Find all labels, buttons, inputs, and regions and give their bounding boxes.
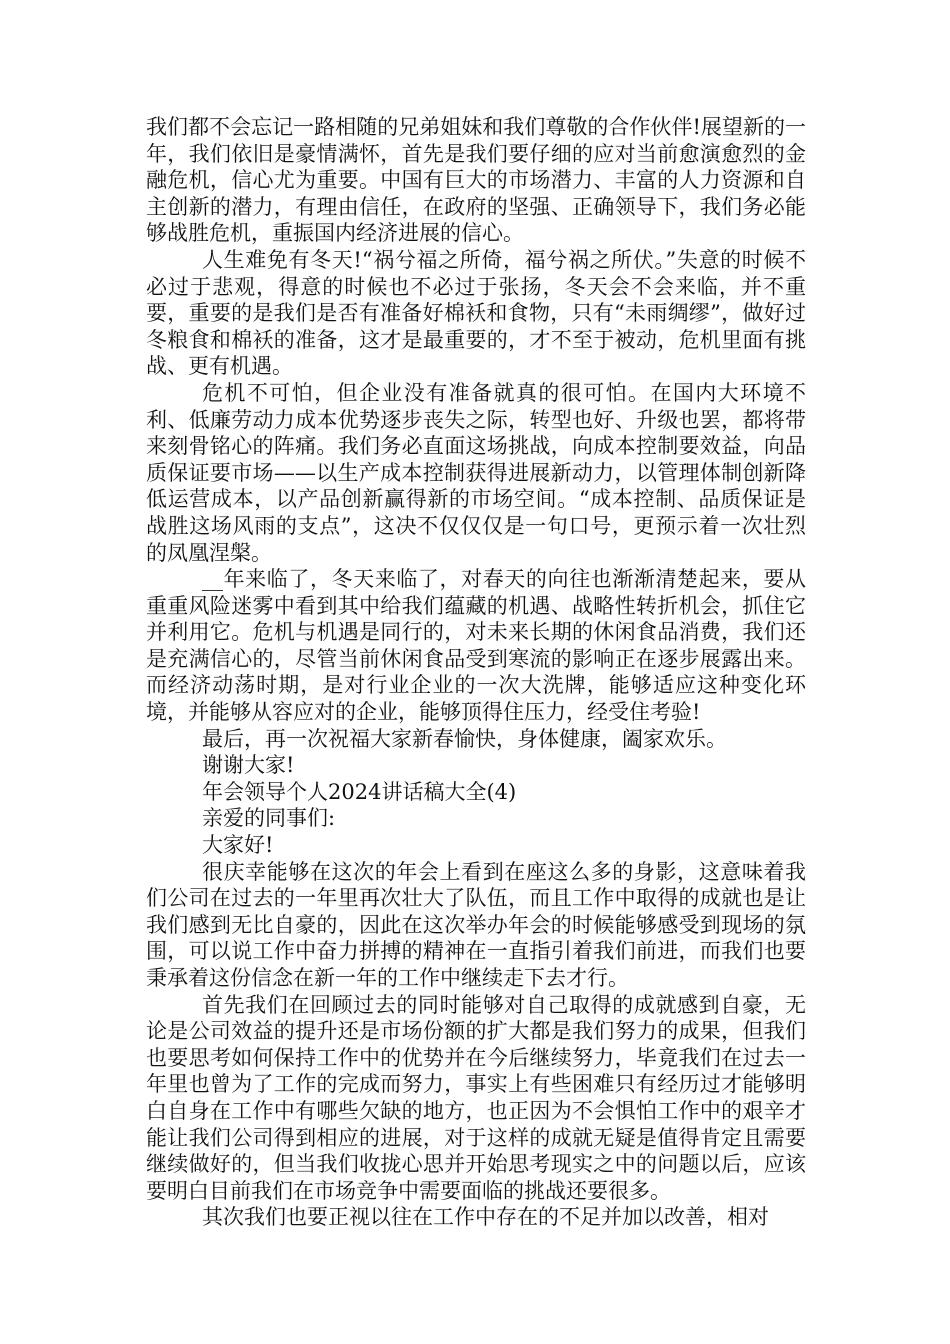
paragraph-review: 首先我们在回顾过去的同时能够对自己取得的成就感到自豪，无论是公司效益的提升还是市场份额的扩大都是我们努力的成果，但我们也要思考如何保持工作中的优势并在今后继续努力，毕竟我们在过去一年里也曾为了工作的完成而努力，事实上有些困难只有经历过才能够明白自身在工作中有哪些欠缺的地方，也正因为不会惧怕工作中的艰辛才能让我们公司得到相应的进展，对于这样的成就无疑是值得肯定且需要继续做好的，但当我们收拢心思并开始思考现实之中的问题以后，应该要明白目前我们在市场竞争中需要面临的挑战还要很多。 <box>146 992 806 1203</box>
section-title: 年会领导个人2024讲话稿大全(4) <box>202 779 517 804</box>
paragraph-improvement: 其次我们也要正视以往在工作中存在的不足并加以改善，相对 <box>202 1205 769 1230</box>
paragraph-partners-outlook: 我们都不会忘记一路相随的兄弟姐妹和我们尊敬的合作伙伴!展望新的一年，我们依旧是豪情满怀，首先是我们要仔细的应对当前愈演愈烈的金融危机，信心尤为重要。中国有巨大的市场潜力、丰富的人力资源和自主创新的潜力，有理由信任，在政府的坚强、正确领导下，我们务必能够战胜危机，重振国内经济进展的信心。 <box>146 115 806 246</box>
salutation: 亲爱的同事们: <box>202 806 336 831</box>
paragraph-blessing: 最后，再一次祝福大家新春愉快，身体健康，阖家欢乐。 <box>202 726 727 751</box>
paragraph-gratitude: 很庆幸能够在这次的年会上看到在座这么多的身影，这意味着我们公司在过去的一年里再次壮大了队伍，而且工作中取得的成就也是让我们感到无比自豪的，因此在这次举办年会的时候能够感受到现场的氛围，可以说工作中奋力拼搏的精神在一直指引着我们前进，而我们也要秉承着这份信念在新一年的工作中继续走下去才行。 <box>146 859 806 990</box>
paragraph-crisis: 危机不可怕，但企业没有准备就真的很可怕。在国内大环境不利、低廉劳动力成本优势逐步丧失之际，转型也好、升级也罢，都将带来刻骨铭心的阵痛。我们务必直面这场挑战，向成本控制要效益，向品质保证要市场——以生产成本控制获得进展新动力，以管理体制创新降低运营成本，以产品创新赢得新的市场空间。“成本控制、品质保证是战胜这场风雨的支点”，这决不仅仅仅是一句口号，更预示着一次壮烈的凤凰涅槃。 <box>146 380 806 565</box>
document-body <box>146 114 806 1231</box>
greeting: 大家好! <box>202 833 274 858</box>
paragraph-winter: 人生难免有冬天!“祸兮福之所倚，福兮祸之所伏。”失意的时候不必过于悲观，得意的时候也不必过于张扬，冬天会不会来临，并不重要，重要的是我们是否有准备好棉袄和食物，只有“未雨绸缪”，做好过冬粮食和棉袄的准备，这才是最重要的，才不至于被动，危机里面有挑战、更有机遇。 <box>146 247 806 379</box>
paragraph-new-year: __年来临了，冬天来临了，对春天的向往也渐渐清楚起来，要从重重风险迷雾中看到其中给我们蕴藏的机遇、战略性转折机会，抓住它并利用它。危机与机遇是同行的，对未来长期的休闲食品消费，我们还是充满信心的，尽管当前休闲食品受到寒流的影响正在逐步展露出来。而经济动荡时期，是对行业企业的一次大洗牌，能够适应这种变化环境，并能够从容应对的企业，能够顶得住压力，经受住考验! <box>146 567 806 725</box>
paragraph-thanks: 谢谢大家! <box>202 753 295 778</box>
